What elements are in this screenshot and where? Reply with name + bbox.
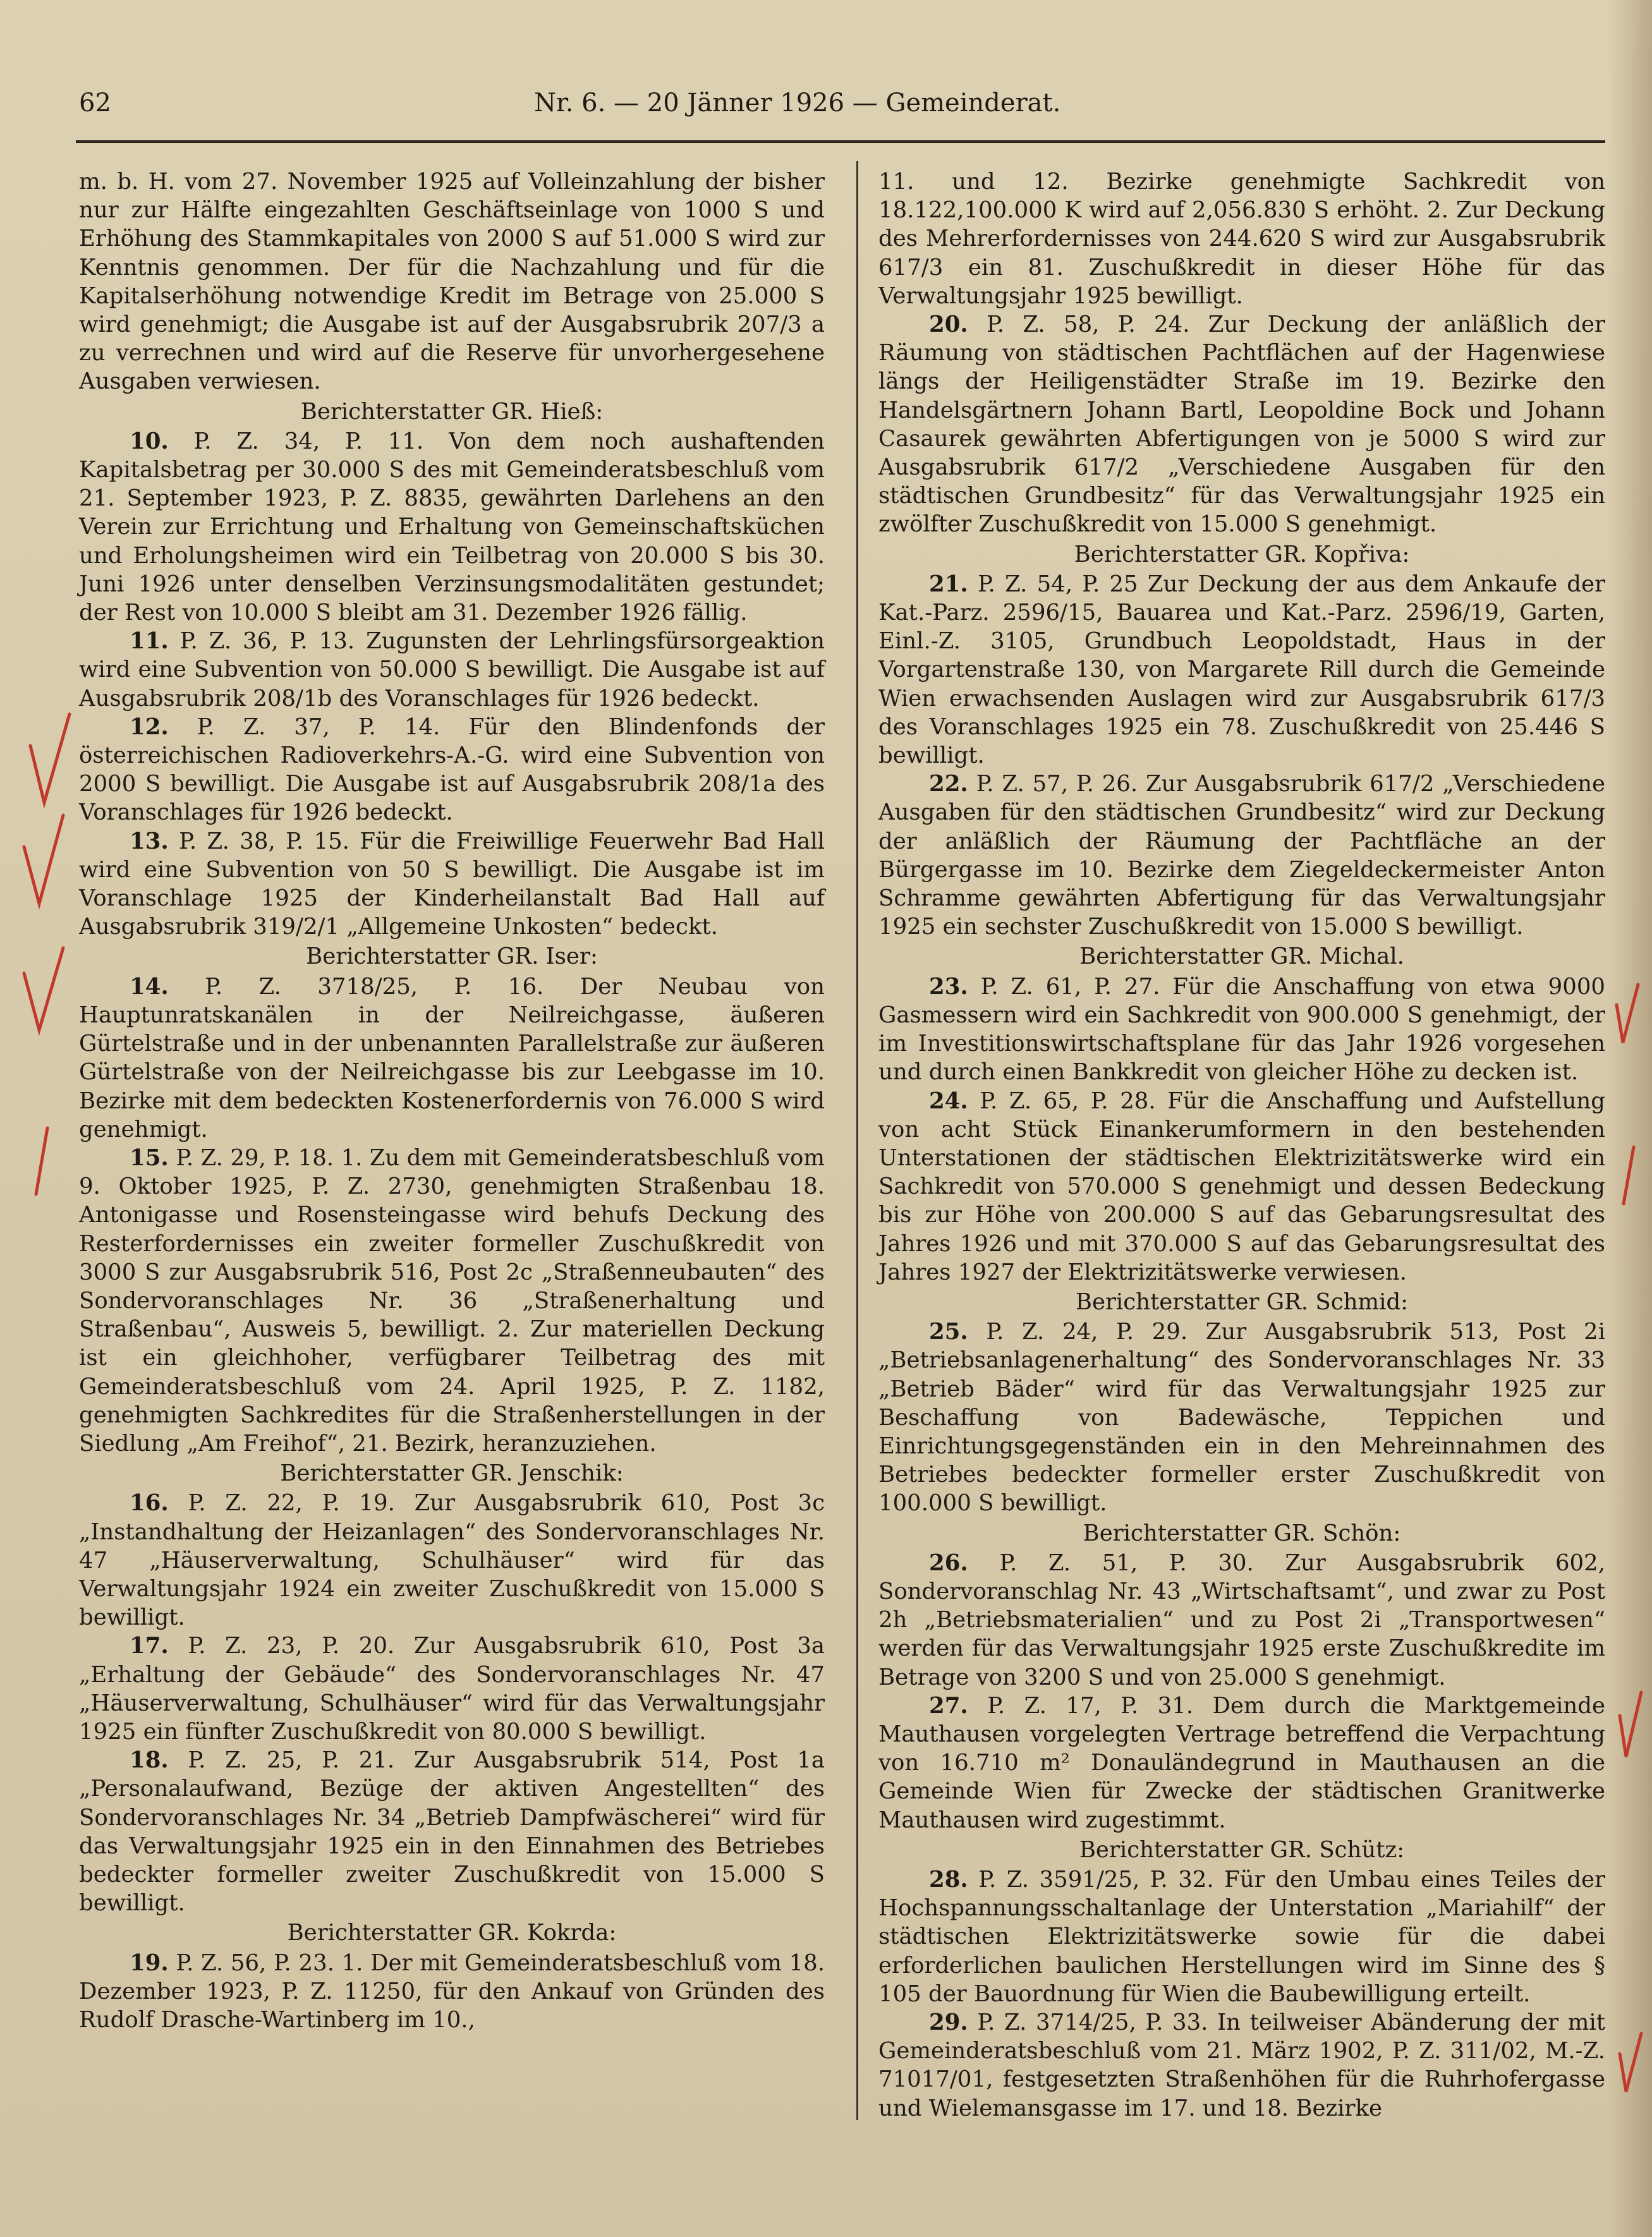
item-25: 25. P. Z. 24, P. 29. Zur Ausgabsrubrik 513, Post 2i „Betriebsanlagenerhaltung“ des Sondervoranschlages Nr. 33 „Betrieb Bäder“ wird für das Verwaltungsjahr 1925 zur Beschaffung von Badewäsche, Teppichen und Einrichtungsgegenständen ein in den Mehreinnahmen des Betriebes bedeckter formeller erster Zuschußkredit von 100.000 S bewilligt. (878, 1319, 1605, 1517)
right-column (878, 167, 1605, 2123)
item-22: 22. P. Z. 57, P. 26. Zur Ausgabsrubrik 617/2 „Verschiedene Ausgaben für den städtischen Grundbesitz“ wird zur Deckung der anläßlich der Räumung der Pachtfläche an der Bürgergasse im 10. Bezirke dem Ziegeldeckermeister Anton Schramme gewährten Abfertigung für das Verwaltungsjahr 1925 ein sechster Zuschußkredit von 15.000 S bewilligt. (878, 771, 1605, 940)
item-21: 21. P. Z. 54, P. 25 Zur Deckung der aus dem Ankaufe der Kat.-Parz. 2596/15, Bauarea und Kat.-Parz. 2596/19, Garten, Einl.-Z. 3105, Grundbuch Leopoldstadt, Haus in der Vorgartenstraße 130, von Margarete Rill durch die Gemeinde Wien erwachsenden Auslagen wird zur Ausgabsrubrik 617/3 des Voranschlages 1925 ein 78. Zuschußkredit von 25.446 S bewilligt. (878, 571, 1606, 769)
item-24: 24. P. Z. 65, P. 28. Für die Anschaffung und Aufstellung von acht Stück Einankerumformern in den bestehenden Unterstationen der städtischen Elektrizitätswerke wird ein Sachkredit von 570.000 S genehmigt und dessen Bedeckung bis zur Höhe von 200.000 S auf das Gebarungsresultat des Jahres 1926 und mit 370.000 S auf das Gebarungsresultat des Jahres 1927 der Elektrizitätswerke verwiesen. (878, 1088, 1605, 1285)
column-divider (856, 161, 858, 2120)
page-header (79, 88, 1602, 133)
item-11: 11. P. Z. 36, P. 13. Zugunsten der Lehrlingsfürsorgeaktion wird eine Subvention von 50.000 S bewilligt. Die Ausgabe ist auf Ausgabsrubrik 208/1b des Voranschlages für 1926 bedeckt. (79, 628, 825, 712)
item-10: 10. P. Z. 34, P. 11. Von dem noch aushaftenden Kapitalsbetrag per 30.000 S des mit Gemeinderatsbeschluß vom 21. September 1923, P. Z. 8835, gewährten Darlehens an den Verein zur Errichtung und Erhaltung von Gemeinschaftsküchen und Erholungsheimen wird ein Teilbetrag von 20.000 S bis 30. Juni 1926 unter denselben Verzinsungsmodalitäten gestundet; der Rest von 10.000 S bleibt am 31. Dezember 1926 fällig. (79, 428, 825, 626)
rapporteur-heading: Berichterstatter GR. Kokrda: (287, 1920, 617, 1946)
item-17: 17. P. Z. 23, P. 20. Zur Ausgabsrubrik 610, Post 3a „Erhaltung der Gebäude“ des Sondervoranschlages Nr. 47 „Häuserverwaltung, Schulhäuser“ wird für das Verwaltungsjahr 1925 ein fünfter Zuschußkredit von 80.000 S bewilligt. (79, 1633, 825, 1745)
paragraph-continued: m. b. H. vom 27. November 1925 auf Volleinzahlung der bisher nur zur Hälfte eingezahlten Geschäftseinlage von 1000 S und Erhöhung des Stammkapitales von 2000 S auf 51.000 S wird zur Kenntnis genommen. Der für die Nachzahlung und für die Kapitalserhöhung notwendige Kredit im Betrage von 25.000 S wird genehmigt; die Ausgabe ist auf der Ausgabsrubrik 207/3 a zu verrechnen und wird auf die Reserve für unvorhergesehene Ausgaben verwiesen. (79, 169, 825, 395)
rapporteur-heading: Berichterstatter GR. Iser: (306, 943, 598, 970)
item-23: 23. P. Z. 61, P. 27. Für die Anschaffung von etwa 9000 Gasmessern wird ein Sachkredit von 900.000 S genehmigt, der im Investitionswirtschaftsplane für das Jahr 1926 vorgesehen und durch einen Bankkredit von gleicher Höhe zu decken ist. (878, 973, 1605, 1086)
item-13: 13. P. Z. 38, P. 15. Für die Freiwillige Feuerwehr Bad Hall wird eine Subvention von 50 S bewilligt. Die Ausgabe ist im Voranschlage 1925 der Kinderheilanstalt Bad Hall auf Ausgabsrubrik 319/2/1 „Allgemeine Unkosten“ bedeckt. (79, 828, 825, 940)
page-edge-shadow (1608, 0, 1652, 2237)
rapporteur-heading: Berichterstatter GR. Schütz: (1079, 1836, 1405, 1863)
rapporteur-heading: Berichterstatter GR. Schön: (1083, 1520, 1401, 1546)
item-16: 16. P. Z. 22, P. 19. Zur Ausgabsrubrik 610, Post 3c „Instandhaltung der Heizanlagen“ des Sondervoranschlages Nr. 47 „Häuserverwaltung, Schulhäuser“ wird für das Verwaltungsjahr 1924 ein zweiter Zuschußkredit von 15.000 S bewilligt. (79, 1490, 825, 1631)
item-19: 19. P. Z. 56, P. 23. 1. Der mit Gemeinderatsbeschluß vom 18. Dezember 1923, P. Z. 11250, für den Ankauf von Gründen des Rudolf Drasche-Wartinberg im 10., (79, 1949, 825, 2033)
item-15: 15. P. Z. 29, P. 18. 1. Zu dem mit Gemeinderatsbeschluß vom 9. Oktober 1925, P. Z. 2730, genehmigten Straßenbau 18. Antonigasse und Rosensteingasse wird behufs Deckung des Resterfordernisses ein zweiter formeller Zuschußkredit von 3000 S zur Ausgabsrubrik 516, Post 2c „Straßenneubauten“ des Sondervoranschlages Nr. 36 „Straßenerhaltung und Straßenbau“, Ausweis 5, bewilligt. 2. Zur materiellen Deckung ist ein gleichhoher, verfügbarer Teilbetrag des mit Gemeinderatsbeschluß vom 24. April 1925, P. Z. 1182, genehmigten Sachkredites für die Straßenherstellungen in der Siedlung „Am Freihof“, 21. Bezirk, heranzuziehen. (79, 1144, 825, 1457)
rapporteur-heading: Berichterstatter GR. Jenschik: (280, 1460, 624, 1487)
item-26: 26. P. Z. 51, P. 30. Zur Ausgabsrubrik 602, Sondervoranschlag Nr. 43 „Wirtschaftsamt“, und zwar zu Post 2h „Betriebsmaterialien“ und zu Post 2i „Transportwesen“ werden für das Verwaltungsjahr 1925 erste Zuschußkredite im Betrage von 3200 S und von 25.000 S genehmigt. (878, 1549, 1605, 1690)
pencil-check-icon (19, 942, 70, 1036)
rapporteur-heading: Berichterstatter GR. Kopřiva: (1074, 541, 1410, 567)
issue-title: Nr. 6. — 20 Jänner 1926 — Gemeinderat. (534, 88, 1061, 118)
page-number: 62 (79, 88, 111, 118)
pencil-check-icon (19, 809, 70, 910)
rapporteur-heading: Berichterstatter GR. Schmid: (1075, 1288, 1409, 1315)
pencil-check-icon (25, 708, 76, 809)
item-29: 29. P. Z. 3714/25, P. 33. In teilweiser Abänderung der mit Gemeinderatsbeschluß vom 21. März 1902, P. Z. 311/02, M.-Z. 71017/01, festgesetzten Straßenhöhen für die Ruhrhofergasse und Wielemansgasse im 17. und 18. Bezirke (878, 2010, 1605, 2121)
item-20: 20. P. Z. 58, P. 24. Zur Deckung der anläßlich der Räumung von städtischen Pachtflächen auf der Hagenwiese längs der Heiligenstädter Straße im 19. Bezirke den Handelsgärtnern Johann Bartl, Leopoldine Bock und Johann Casaurek gewährten Abfertigungen von je 5000 S wird zur Ausgabsrubrik 617/2 „Verschiedene Ausgaben für den städtischen Grundbesitz“ für das Verwaltungsjahr 1925 ein zwölfter Zuschußkredit von 15.000 S genehmigt. (878, 312, 1605, 538)
item-27: 27. P. Z. 17, P. 31. Dem durch die Marktgemeinde Mauthausen vorgelegten Vertrage betreffend die Verpachtung von 16.710 m² Donauländegrund in Mauthausen an die Gemeinde Wien für Zwecke der städtischen Granitwerke Mauthausen wird zugestimmt. (878, 1692, 1605, 1833)
header-rule (76, 140, 1605, 143)
pencil-check-icon (28, 1125, 54, 1201)
left-column (79, 167, 825, 2034)
rapporteur-heading: Berichterstatter GR. Hieß: (300, 398, 604, 425)
item-28: 28. P. Z. 3591/25, P. 32. Für den Umbau eines Teiles der Hochspannungsschaltanlage der Unterstation „Mariahilf“ der städtischen Elektrizitätswerke sowie für die dabei erforderlichen baulichen Herstellungen wird im Sinne des § 105 der Bauordnung für Wien die Baubewilligung erteilt. (878, 1866, 1605, 2007)
item-14: 14. P. Z. 3718/25, P. 16. Der Neubau von Hauptunratskanälen in der Neilreichgasse, äußeren Gürtelstraße und in der unbenannten Parallelstraße zur äußeren Gürtelstraße von der Neilreichgasse bis zur Leebgasse im 10. Bezirke mit dem bedeckten Kostenerfordernis von 76.000 S wird genehmigt. (79, 973, 825, 1143)
rapporteur-heading: Berichterstatter GR. Michal. (1079, 943, 1404, 970)
item-18: 18. P. Z. 25, P. 21. Zur Ausgabsrubrik 514, Post 1a „Personalaufwand, Bezüge der aktiven Angestellten“ des Sondervoranschlages Nr. 34 „Betrieb Dampfwäscherei“ wird für das Verwaltungsjahr 1925 ein in den Einnahmen des Betriebes bedeckter formeller zweiter Zuschußkredit von 15.000 S bewilligt. (79, 1747, 825, 1917)
paragraph-continued: 11. und 12. Bezirke genehmigte Sachkredit von 18.122,100.000 K wird auf 2,056.830 S erhöht. 2. Zur Deckung des Mehrerfordernisses von 244.620 S wird zur Ausgabsrubrik 617/3 ein 81. Zuschußkredit in dieser Höhe für das Verwaltungsjahr 1925 bewilligt. (878, 169, 1605, 309)
item-12: 12. P. Z. 37, P. 14. Für den Blindenfonds der österreichischen Radioverkehrs-A.-G. wird eine Subvention von 2000 S bewilligt. Die Ausgabe ist auf Ausgabsrubrik 208/1a des Voranschlages für 1926 bedeckt. (79, 713, 825, 826)
